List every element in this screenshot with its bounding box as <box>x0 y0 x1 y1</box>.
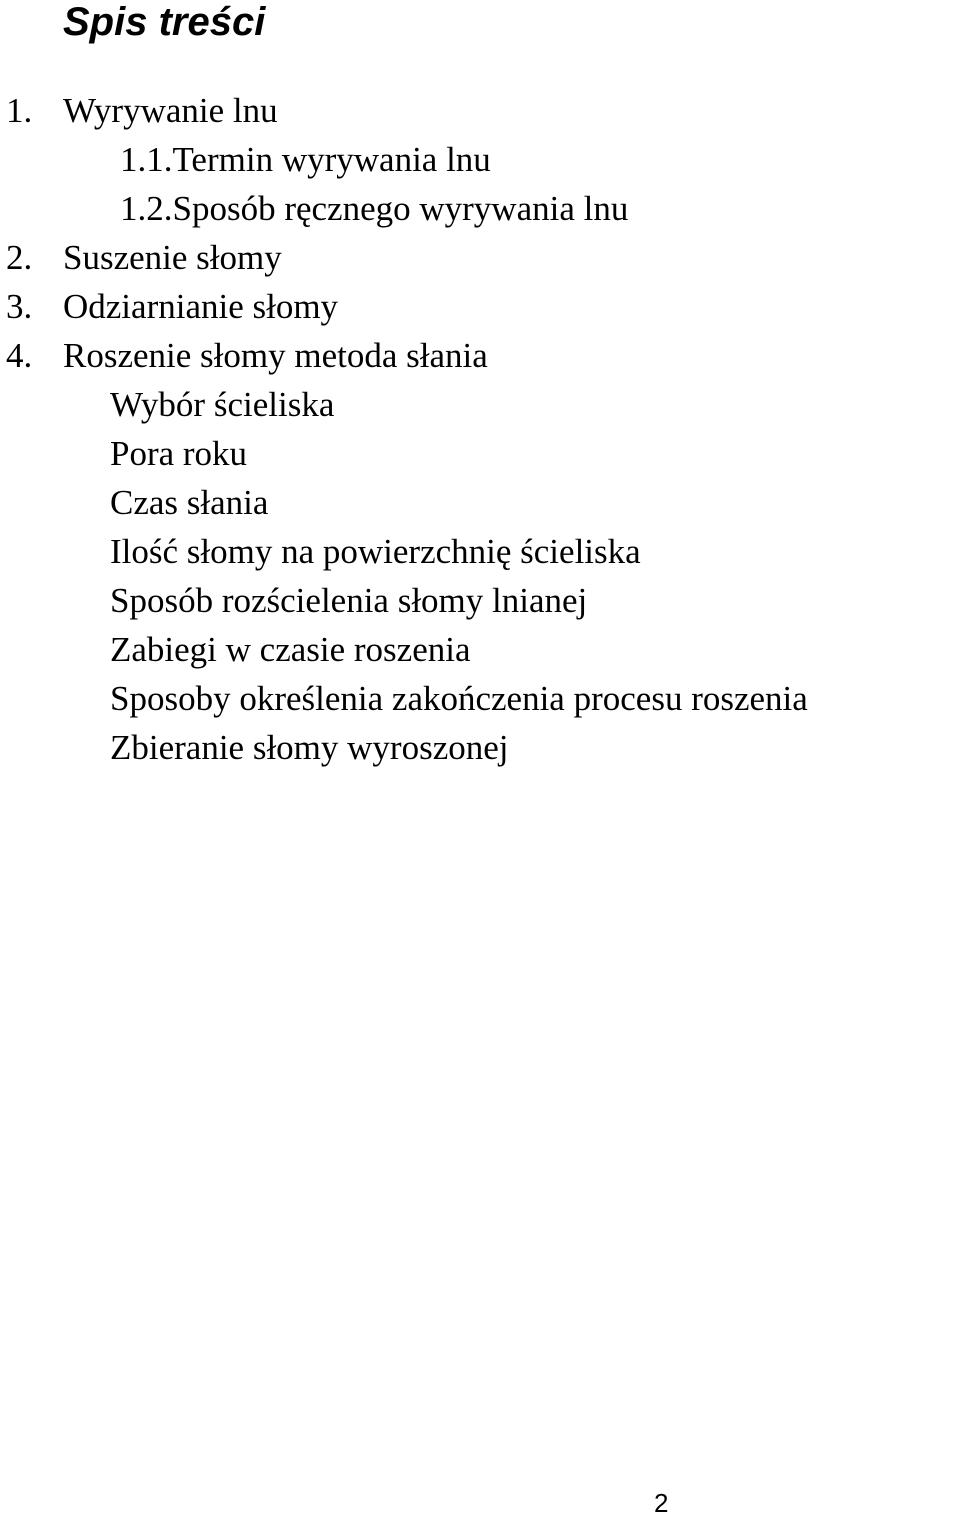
toc-subentry: Sposoby określenia zakończenia procesu roszenia <box>110 679 808 718</box>
toc-entry-number: 3. <box>6 287 33 326</box>
toc-entry-text: Suszenie słomy <box>63 238 282 277</box>
toc-entry-text: Termin wyrywania lnu <box>172 140 491 179</box>
toc-entry-3 <box>0 282 808 331</box>
page-number: 2 <box>654 1488 669 1518</box>
toc-entry-number: 2. <box>6 238 33 277</box>
toc-entry-4 <box>0 331 808 380</box>
toc-title: Spis treści <box>63 0 266 44</box>
toc-entry-text: Sposób ręcznego wyrywania lnu <box>172 189 629 228</box>
toc-subentry: Ilość słomy na powierzchnię ścieliska <box>110 532 641 571</box>
toc-entry-number: 1.1. <box>120 140 173 179</box>
toc-entry-1-2 <box>0 184 808 233</box>
toc-entry-text: Roszenie słomy metoda słania <box>63 336 488 375</box>
toc-list <box>0 86 808 772</box>
toc-entry-1-1 <box>0 135 808 184</box>
toc-subentry: Zbieranie słomy wyroszonej <box>110 728 509 767</box>
toc-entry-number: 4. <box>6 336 33 375</box>
toc-subentry: Zabiegi w czasie roszenia <box>110 630 471 669</box>
toc-entry-text: Odziarnianie słomy <box>63 287 339 326</box>
toc-subentry: Sposób rozścielenia słomy lnianej <box>110 581 588 620</box>
toc-subentry: Pora roku <box>110 434 248 473</box>
toc-subentry: Wybór ścieliska <box>110 385 335 424</box>
toc-entry-1 <box>0 86 808 135</box>
toc-entry-number: 1. <box>6 91 33 130</box>
toc-entry-number: 1.2. <box>120 189 173 228</box>
toc-entry-text: Wyrywanie lnu <box>63 91 278 130</box>
toc-entry-2 <box>0 233 808 282</box>
toc-subentry: Czas słania <box>110 483 269 522</box>
